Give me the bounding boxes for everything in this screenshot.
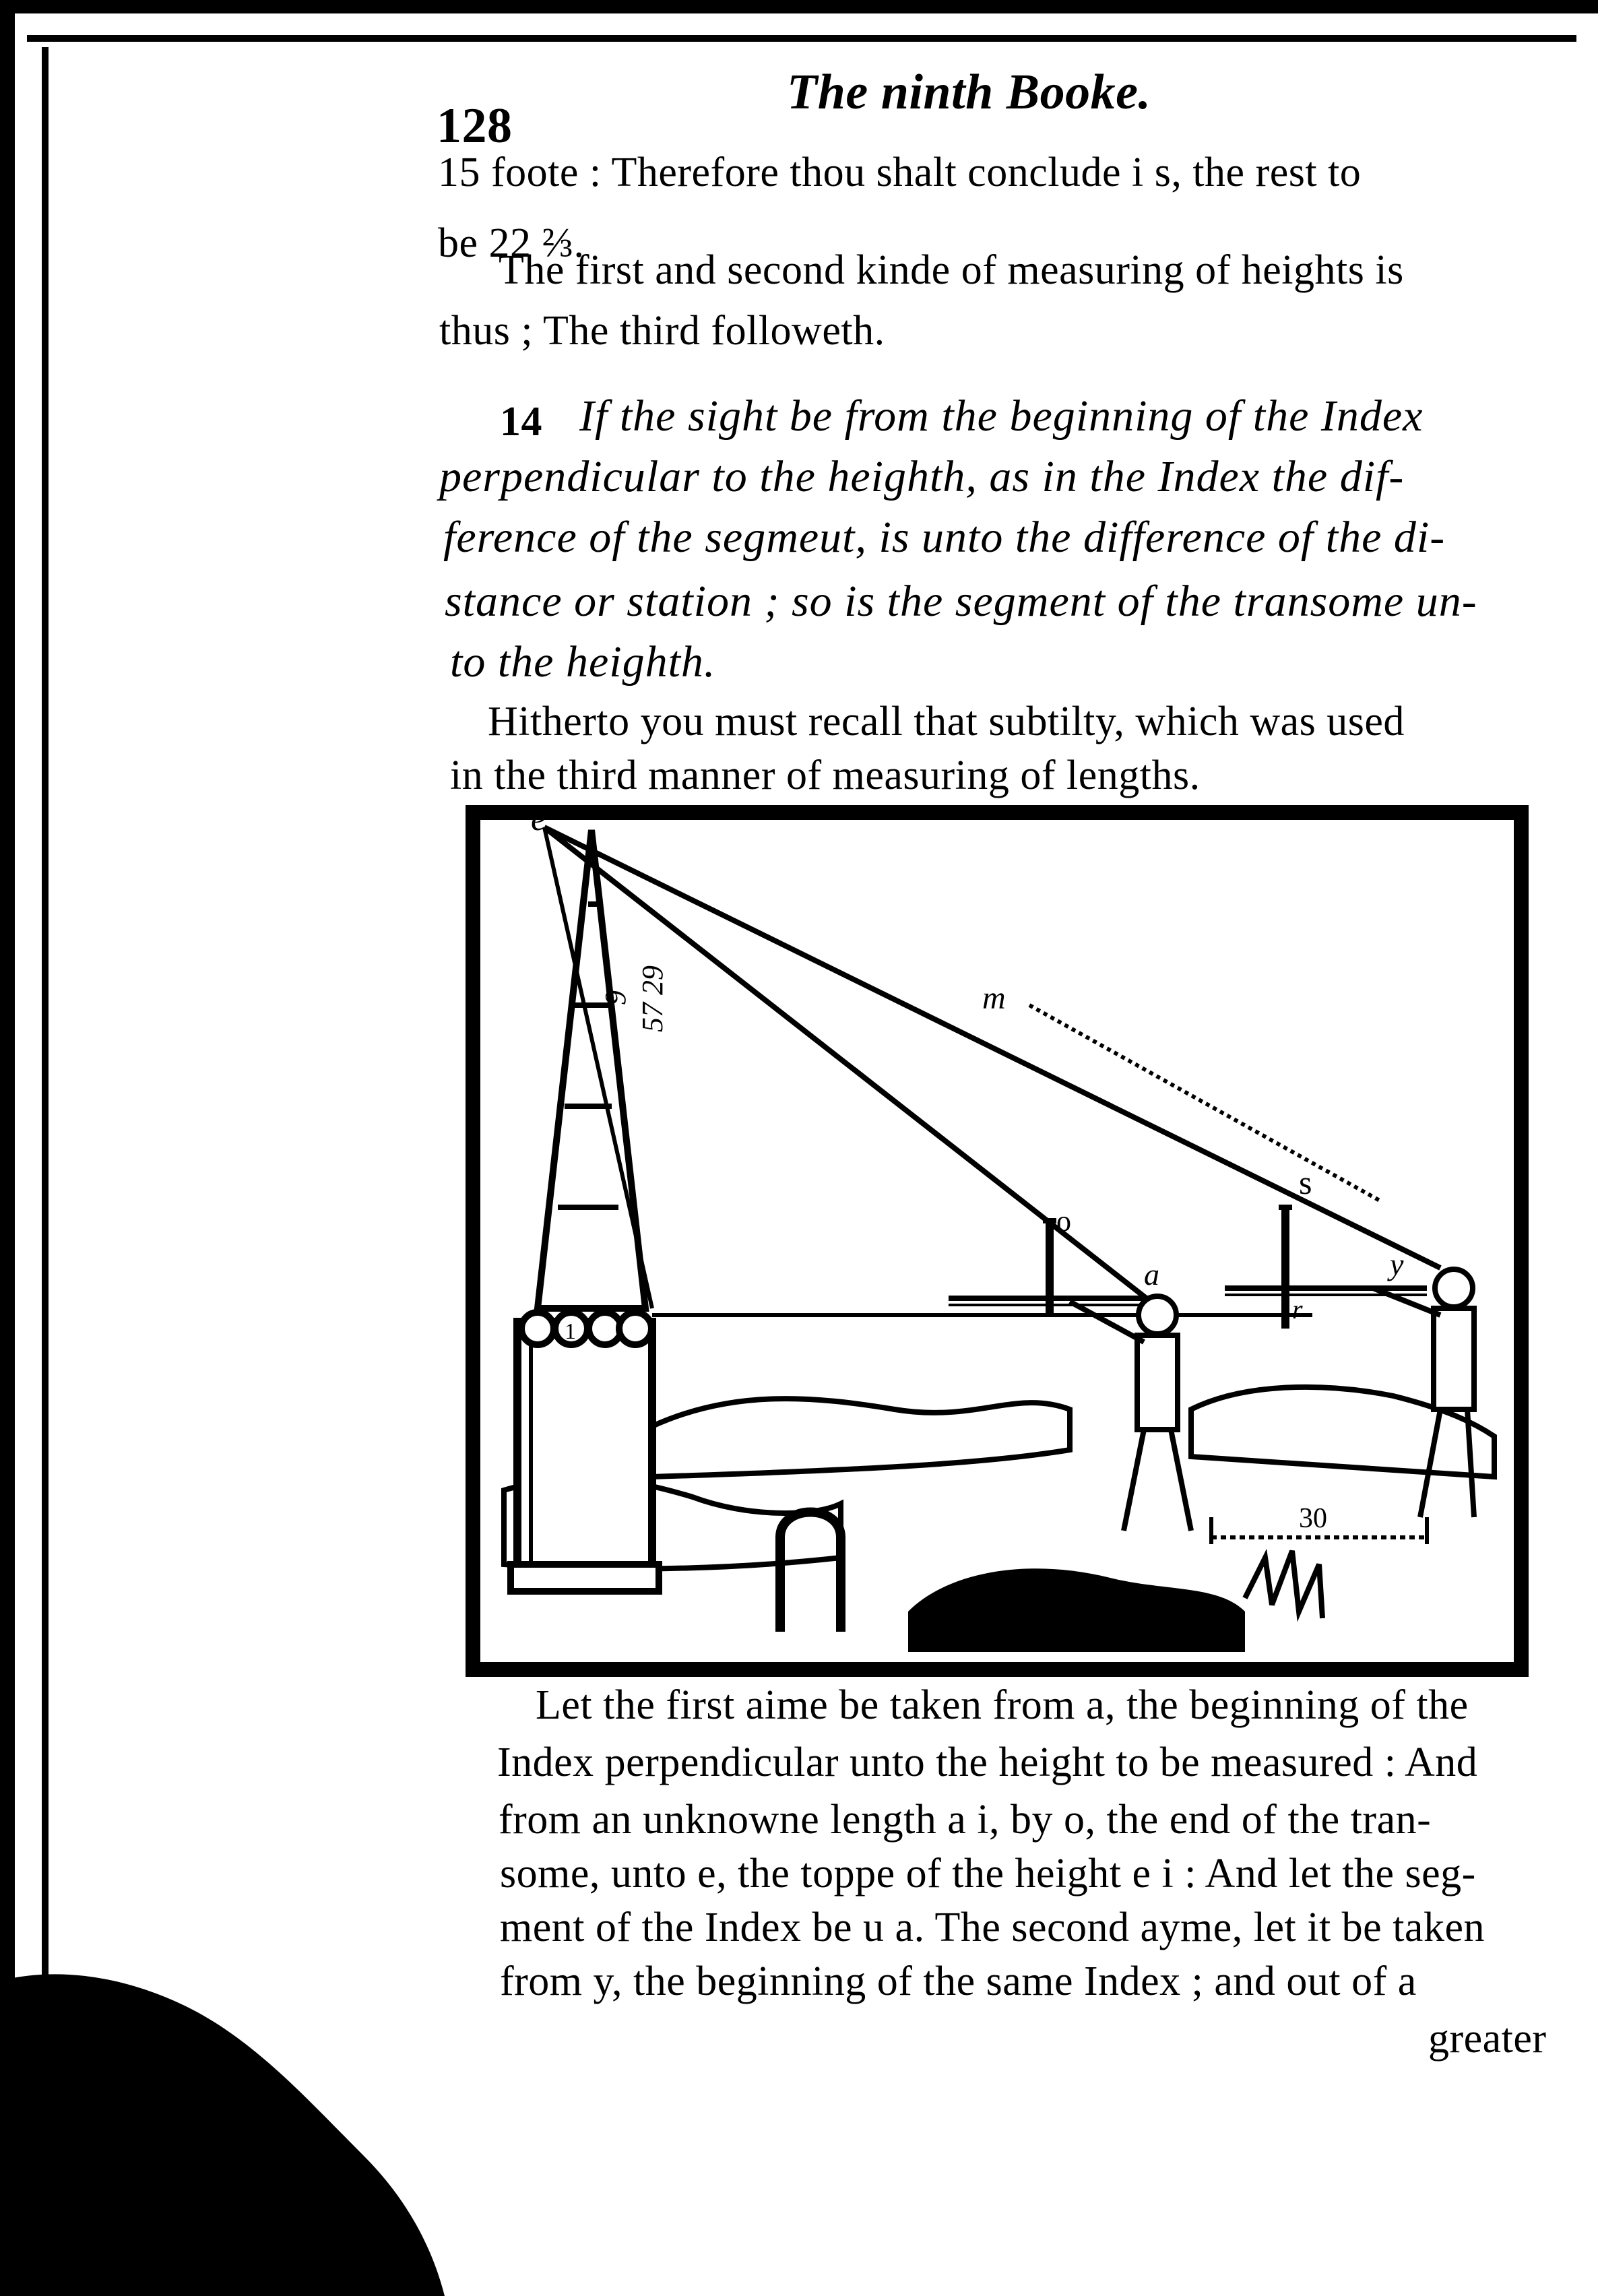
text-line: some, unto e, the toppe of the height e i : And let the seg- bbox=[500, 1851, 1476, 1896]
hill-left bbox=[652, 1399, 1070, 1477]
label-y: y bbox=[1390, 1247, 1404, 1281]
observer-a bbox=[1070, 1296, 1191, 1531]
label-r: r bbox=[1292, 1294, 1303, 1325]
dotted-line-m bbox=[1029, 1005, 1380, 1201]
page-gutter-line bbox=[42, 47, 49, 2068]
proposition-line: ference of the segmeut, is unto the difference of the di- bbox=[443, 513, 1446, 562]
scan-shadow bbox=[0, 1954, 741, 2296]
woodcut-figure bbox=[464, 803, 1531, 1680]
pedestal bbox=[517, 1322, 652, 1578]
foreground-rocks bbox=[908, 1568, 1245, 1652]
text-line: 15 foote : Therefore thou shalt conclude i s, the rest to bbox=[438, 150, 1362, 195]
grass-tuft bbox=[1245, 1551, 1322, 1618]
text-line: be 22 ⅔. bbox=[438, 220, 585, 266]
proposition-line: If the sight be from the beginning of the Index bbox=[579, 391, 1424, 441]
proposition-line: perpendicular to the heighth, as in the Index the dif- bbox=[439, 452, 1405, 501]
label-distance: 30 bbox=[1299, 1503, 1327, 1534]
page-number: 128 bbox=[437, 98, 513, 154]
label-m: m bbox=[982, 980, 1006, 1016]
proposition-line: to the heighth. bbox=[450, 637, 716, 687]
text-line: Let the first aime be taken from a, the beginning of the bbox=[536, 1682, 1469, 1728]
label-apex: e bbox=[531, 803, 547, 838]
page-rule-top bbox=[27, 35, 1576, 42]
obelisk-balls bbox=[521, 1312, 651, 1345]
label-frac-den: 57 29 bbox=[636, 965, 669, 1032]
text-line: in the third manner of measuring of lengths. bbox=[450, 753, 1201, 798]
sight-line-second bbox=[544, 827, 1440, 1268]
label-frac-num: 9 bbox=[599, 990, 632, 1005]
text-line: Index perpendicular unto the height to be measured : And bbox=[497, 1740, 1478, 1785]
page-edge-left bbox=[0, 0, 15, 2296]
proposition-number: 14 bbox=[500, 399, 542, 445]
instrument-a bbox=[949, 1221, 1151, 1315]
text-line: from y, the beginning of the same Index ; and out of a bbox=[500, 1958, 1417, 2004]
label-base-unit: 1 bbox=[565, 1319, 576, 1344]
label-o: o bbox=[1056, 1205, 1071, 1238]
proposition-line: stance or station ; so is the segment of the transome un- bbox=[445, 577, 1477, 626]
text-line: thus ; The third followeth. bbox=[439, 308, 885, 354]
text-line: from an unknowne length a i, by o, the end of the tran- bbox=[499, 1797, 1432, 1843]
label-a: a bbox=[1144, 1257, 1159, 1292]
page-edge-top bbox=[0, 0, 1598, 13]
catchword: greater bbox=[1428, 2016, 1547, 2062]
text-line: ment of the Index be u a. The second ayme, let it be taken bbox=[500, 1905, 1485, 1950]
running-title: The ninth Booke. bbox=[787, 65, 1151, 120]
text-line: The first and second kinde of measuring of heights is bbox=[499, 247, 1404, 293]
text-line: Hitherto you must recall that subtilty, which was used bbox=[488, 699, 1405, 744]
label-s: s bbox=[1299, 1163, 1312, 1201]
